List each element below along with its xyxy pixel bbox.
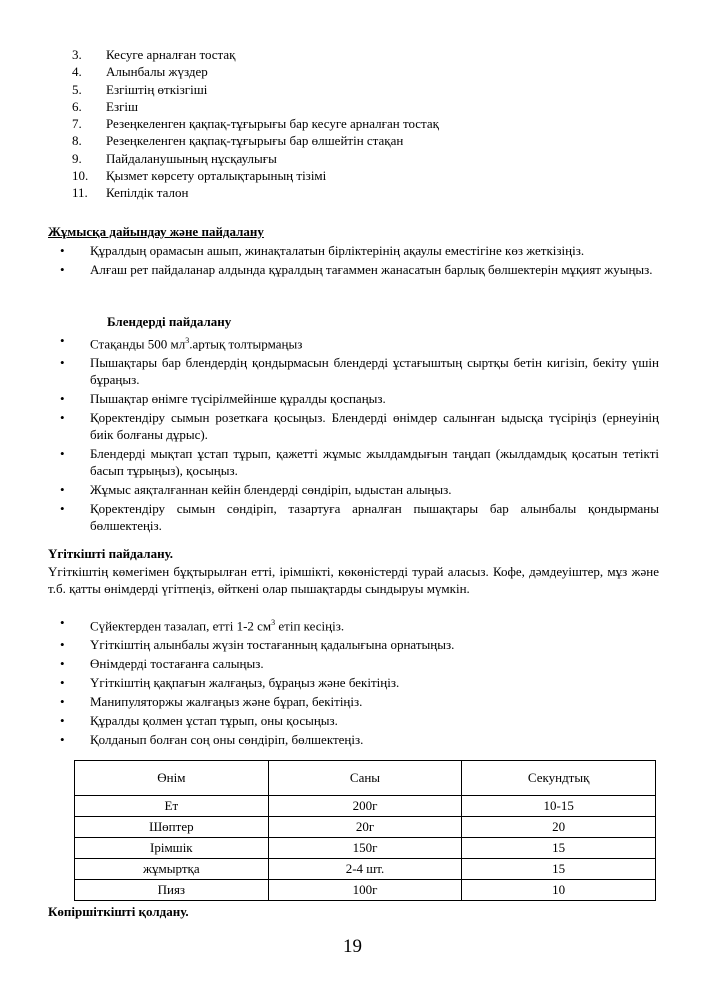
bullet-text: Үгіткіштің қақпағын жалғаңыз, бұраңыз және бекітіңіз. — [90, 675, 400, 691]
table-cell: Ірімшік — [75, 838, 269, 859]
bullet-text: Блендерді мықтап ұстап тұрып, қажетті жұмыс жылдамдығын таңдап (жылдамдық қосатын тетікті басып тұрыңыз), қосыңыз. — [90, 446, 659, 479]
table-cell: жұмыртқа — [75, 859, 269, 880]
bullet-icon: • — [60, 446, 65, 462]
list-item — [56, 712, 659, 729]
table-cell: 100г — [268, 880, 462, 901]
bullet-icon: • — [60, 675, 65, 691]
bullet-icon: • — [60, 637, 65, 653]
bullet-text: Қоректендіру сымын сөндіріп, тазартуға арналған пышақтары бар алынбалы қондырманы бөлшектеңіз. — [90, 501, 659, 534]
table-header-cell: Секундтық — [462, 761, 656, 796]
table-row — [75, 859, 656, 880]
bullet-icon: • — [60, 656, 65, 672]
bullet-icon: • — [60, 243, 65, 258]
bullet-text: Құралдың орамасын ашып, жинақталатын бірліктерінің ақаулы еместігіне көз жеткізіңіз. — [90, 243, 585, 258]
bullet-icon: • — [60, 262, 65, 277]
grinder-paragraph: Үгіткіштің көмегімен бұқтырылған етті, ірімшікті, көкөністерді турай алаcыз. Кофе, дәмдеуіштер, мұз және т.б. қатты өнімдерді үгітпеңіз, өйткені олар пышақтарды сындыруы мүмкін. — [48, 564, 659, 596]
table-cell: 150г — [268, 838, 462, 859]
list-item-text: Қызмет көрсету орталықтарының тізімі — [106, 168, 327, 184]
grinder-bullets — [56, 614, 659, 750]
section-heading-whisk: Көпіршіткішті қолдану. — [48, 904, 189, 919]
numbered-list — [72, 46, 672, 202]
bullet-icon: • — [60, 732, 65, 748]
list-item-number: 5. — [72, 81, 82, 97]
table-cell: 10 — [462, 880, 656, 901]
list-item — [72, 115, 672, 132]
list-item — [56, 409, 659, 443]
list-item — [56, 614, 659, 634]
bullet-icon: • — [60, 694, 65, 710]
bullet-text: Өнімдерді тостағанға салыңыз. — [90, 656, 264, 672]
bullet-icon: • — [60, 333, 65, 348]
bullet-text: Қоректендіру сымын розеткаға қосыңыз. Блендерді өнімдер салынған ыдысқа түсіріңіз (ернеуінің биік болғаны дұрыс). — [90, 410, 659, 443]
list-item — [56, 693, 659, 710]
list-item — [72, 184, 672, 201]
page-number: 19 — [343, 936, 362, 957]
list-item — [72, 63, 672, 80]
section-heading-grinder: Үгіткішті пайдалану. — [48, 546, 174, 561]
table-cell: 10-15 — [462, 796, 656, 817]
bullet-text: Үгіткіштің алынбалы жүзін тостағанның қадалығына орнатыңыз. — [90, 637, 455, 653]
table-cell: 20г — [268, 817, 462, 838]
bullet-text-post: .артық толтырмаңыз — [189, 336, 303, 352]
table-cell: 15 — [462, 838, 656, 859]
bullet-icon: • — [60, 713, 65, 729]
list-item-text: Пайдаланушының нұсқаулығы — [106, 150, 277, 166]
list-item — [56, 655, 659, 672]
list-item — [56, 636, 659, 653]
list-item-text: Резеңкеленген қақпақ-тұғырығы бар өлшейтін стақан — [106, 133, 404, 149]
list-item-number: 6. — [72, 98, 82, 114]
table-header-cell: Өнім — [75, 761, 269, 796]
bullet-text: Жұмыс аяқталғаннан кейін блендерді сөндіріп, ыдыстан алыңыз. — [90, 482, 452, 498]
table-row — [75, 880, 656, 901]
list-item — [56, 445, 659, 479]
table-header-row — [75, 761, 656, 796]
list-item — [72, 98, 672, 115]
list-item — [56, 332, 659, 352]
bullet-text: Пышақтары бар блендердің қондырмасын блендерді ұстағыштың сыртқы бетін кигізіп, бекіту үшін бұраңыз. — [90, 355, 659, 388]
list-item-text: Алынбалы жүздер — [106, 64, 208, 80]
prep-bullets — [56, 242, 659, 280]
bullet-text: Қолданып болған соң оны сөндіріп, бөлшектеңіз. — [90, 732, 364, 748]
list-item — [56, 731, 659, 748]
list-item-text: Езгіш — [106, 98, 139, 114]
table-cell: 200г — [268, 796, 462, 817]
bullet-icon: • — [60, 410, 65, 426]
bullet-text: Алғаш рет пайдаланар алдында құралдың тағаммен жанасатын барлық бөлшектерін мұқият жуыңыз. — [90, 262, 653, 277]
table-cell: Шөптер — [75, 817, 269, 838]
list-item — [56, 674, 659, 691]
list-item-number: 11. — [72, 185, 88, 201]
list-item — [56, 500, 659, 534]
superscript: 3 — [271, 618, 276, 627]
list-item — [72, 150, 672, 167]
list-item — [72, 81, 672, 98]
table-header-cell: Саны — [268, 761, 462, 796]
bullet-icon: • — [60, 482, 65, 498]
list-item — [72, 167, 672, 184]
bullet-icon: • — [60, 391, 65, 407]
section-heading-blender: Блендерді пайдалану — [107, 314, 232, 329]
table-cell: 2-4 шт. — [268, 859, 462, 880]
list-item-number: 3. — [72, 47, 82, 62]
list-item-number: 7. — [72, 116, 82, 132]
list-item — [56, 261, 659, 278]
table-row — [75, 817, 656, 838]
list-item-number: 4. — [72, 64, 82, 80]
bullet-text: Пышақтар өнімге түсірілмейінше құралды қоспаңыз. — [90, 391, 386, 407]
list-item — [56, 242, 659, 259]
table-cell: Ет — [75, 796, 269, 817]
bullet-text: Құралды қолмен ұстап тұрып, оны қосыңыз. — [90, 713, 338, 729]
bullet-text-post: етіп кесіңіз. — [275, 618, 345, 634]
processing-table — [74, 760, 656, 901]
bullet-text-pre: Стақанды 500 мл — [90, 336, 186, 352]
list-item-number: 10. — [72, 168, 89, 184]
list-item-number: 9. — [72, 150, 82, 166]
bullet-icon: • — [60, 501, 65, 517]
list-item-text: Резеңкеленген қақпақ-тұғырығы бар кесуге арналған тостақ — [106, 116, 439, 132]
table-row — [75, 796, 656, 817]
bullet-icon: • — [60, 615, 65, 630]
table-row — [75, 838, 656, 859]
list-item-text: Кепілдік талон — [106, 185, 189, 201]
blender-bullets — [56, 332, 659, 536]
section-heading-prep: Жұмысқа дайындау және пайдалану — [48, 224, 264, 239]
bullet-icon: • — [60, 355, 65, 371]
list-item — [72, 46, 672, 63]
table-cell: Пияз — [75, 880, 269, 901]
table-cell: 20 — [462, 817, 656, 838]
list-item-number: 8. — [72, 133, 82, 149]
bullet-text: Манипуляторжы жалғаңыз және бұрап, бекітіңіз. — [90, 694, 363, 710]
bullet-text-pre: Сүйектерден тазалап, етті 1-2 см — [90, 618, 272, 634]
list-item — [56, 481, 659, 498]
list-item-text: Кесуге арналған тостақ — [106, 47, 236, 62]
superscript: 3 — [185, 336, 190, 345]
list-item — [56, 390, 659, 407]
list-item — [56, 354, 659, 388]
list-item-text: Езгіштің өткізгіші — [106, 81, 208, 97]
table-cell: 15 — [462, 859, 656, 880]
list-item — [72, 132, 672, 149]
